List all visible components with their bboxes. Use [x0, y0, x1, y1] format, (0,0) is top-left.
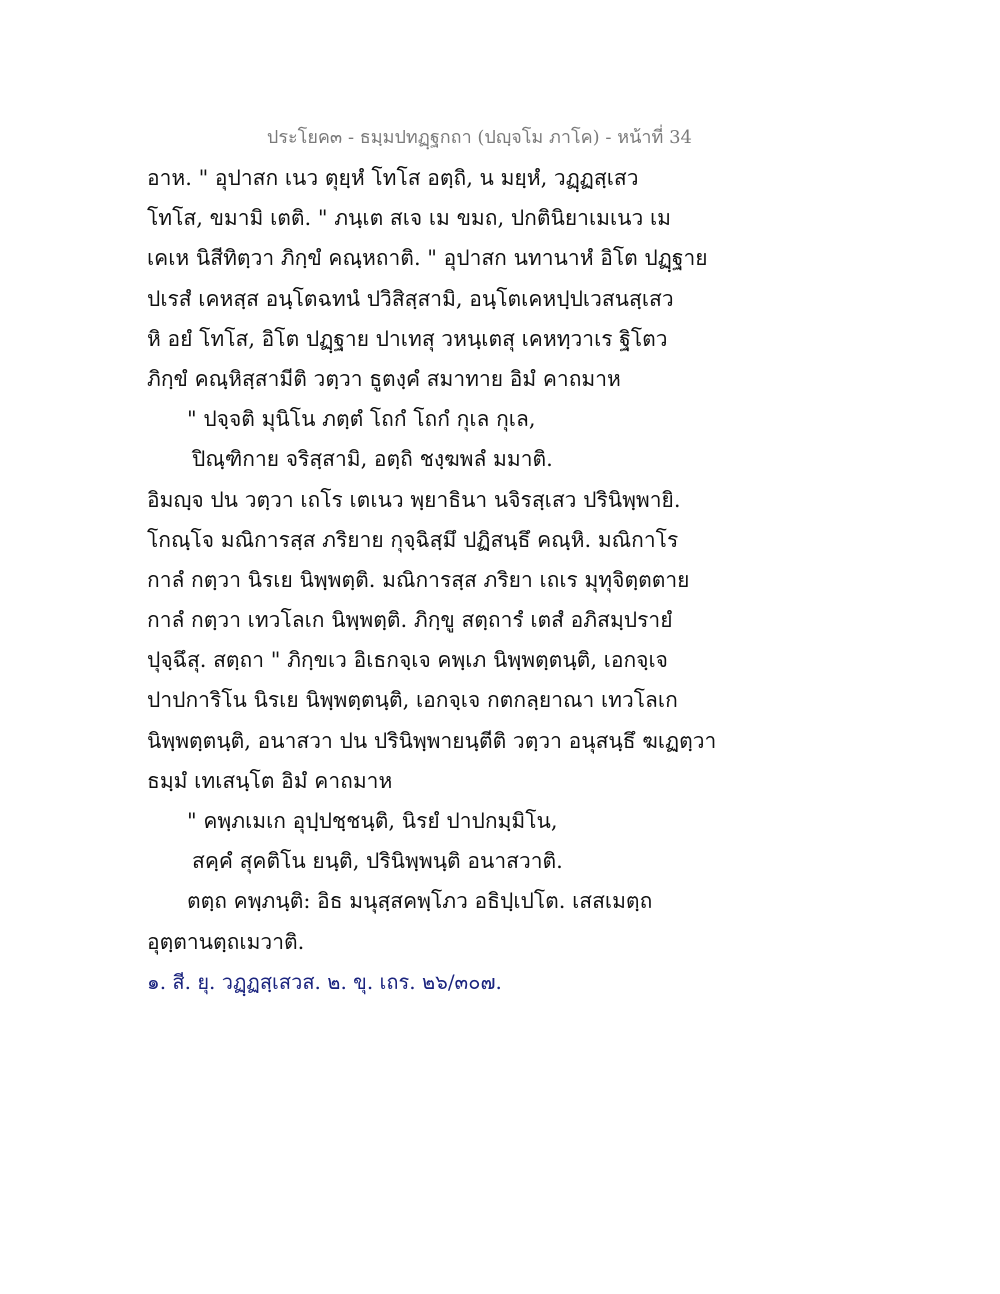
- text-line: กาลํ กตฺวา เทวโลเก นิพฺพตฺติ. ภิกฺขู สตฺถารํ เตสํ อภิสมฺปรายํ: [147, 608, 673, 633]
- text-line: ปาปการิโน นิรเย นิพฺพตฺตนฺติ, เอกจฺเจ กตกลฺยาณา เทวโลเก: [147, 688, 678, 713]
- text-line: นิพฺพตฺตนฺติ, อนาสวา ปน ปรินิพฺพายนฺตีติ วตฺวา อนุสนฺธึ ฆเฏตฺวา: [147, 728, 717, 753]
- text-line: หิ อยํ โทโส, อิโต ปฏฺฐาย ปาเทสุ วหนฺเตสุ เคหทฺวาเร ฐิโตว: [147, 326, 668, 351]
- text-line: โทโส, ขมามิ เตติ. " ภนฺเต สเจ เม ขมถ, ปกตินิยาเมเนว เม: [147, 206, 672, 231]
- text-line: โกณฺโจ มณิการสฺส ภริยาย กุจฺฉิสฺมึ ปฏิสนฺธึ คณฺหิ. มณิกาโร: [147, 527, 679, 552]
- verse-line: สคฺคํ สุคติโน ยนฺติ, ปรินิพฺพนฺติ อนาสวาติ.: [192, 849, 563, 874]
- text-line: ตตฺถ คพฺภนฺติ: อิธ มนุสฺสคพฺโภว อธิปฺเปโต. เสสเมตฺถ: [187, 889, 653, 914]
- text-line: ภิกฺขํ คณฺหิสฺสามีติ วตฺวา ธูตงฺคํ สมาทาย อิมํ คาถมาห: [147, 366, 621, 391]
- text-line: กาลํ กตฺวา นิรเย นิพฺพตฺติ. มณิการสฺส ภริยา เถเร มุทุจิตฺตตาย: [147, 567, 690, 592]
- footnote: ๑. สี. ยุ. วฏฺฏสฺเสวส. ๒. ขุ. เถร. ๒๖/๓๐๗.: [147, 969, 502, 994]
- text-line: ปุจฺฉึสุ. สตฺถา " ภิกฺขเว อิเธกจฺเจ คพฺเภ นิพฺพตฺตนฺติ, เอกจฺเจ: [147, 648, 668, 673]
- text-line: ปเรสํ เคหสฺส อนฺโตฉทนํ ปวิสิสฺสามิ, อนฺโตเคหปฺปเวสนสฺเสว: [147, 286, 674, 311]
- page-header: ประโยค๓ - ธมฺมปทฏฺฐกถา (ปญฺจโม ภาโค) - หน้าที่ 34: [266, 127, 692, 148]
- verse-line: " คพฺภเมเก อุปฺปชฺชนฺติ, นิรยํ ปาปกมฺมิโน,: [187, 809, 558, 833]
- text-line: เคเห นิสีทิตฺวา ภิกฺขํ คณฺหถาติ. " อุปาสก นทานาหํ อิโต ปฏฺฐาย: [147, 246, 708, 271]
- body-text: [147, 158, 717, 1002]
- text-line: อาห. " อุปาสก เนว ตุยฺหํ โทโส อตฺถิ, น มยฺหํ, วฏฺฏสฺเสว: [147, 166, 639, 190]
- text-line: อิมญฺจ ปน วตฺวา เถโร เตเนว พฺยาธินา นจิรสฺเสว ปรินิพฺพายิ.: [147, 487, 681, 512]
- verse-line: ปิณฺฑิกาย จริสฺสามิ, อตฺถิ ชงฺฆพลํ มมาติ.: [192, 447, 553, 472]
- text-line: อุตฺตานตฺถเมวาติ.: [147, 929, 305, 954]
- text-line: ธมฺมํ เทเสนฺโต อิมํ คาถมาห: [147, 768, 393, 793]
- verse-line: " ปจฺจติ มุนิโน ภตฺตํ โถกํ โถกํ กุเล กุเล,: [187, 407, 536, 432]
